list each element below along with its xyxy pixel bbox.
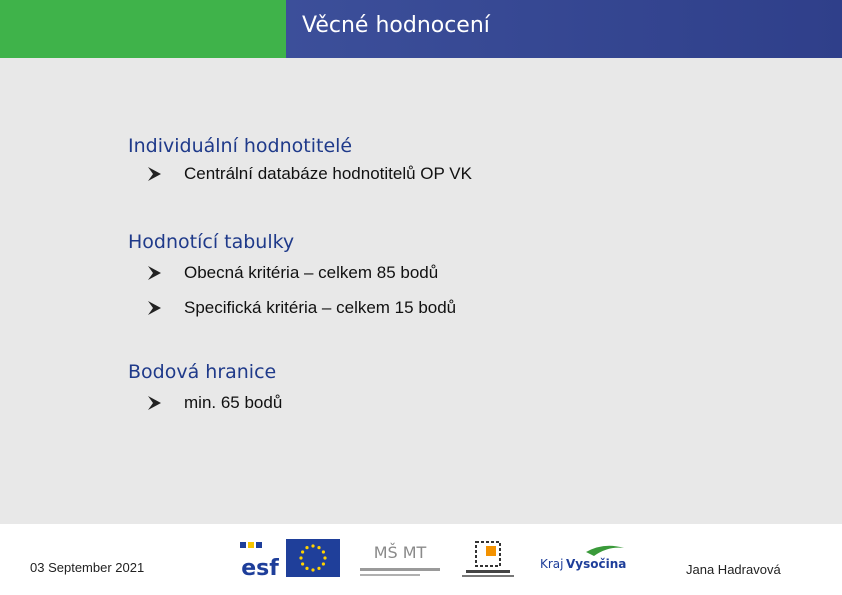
esf-logo-text: esf (241, 556, 279, 579)
slide-content (0, 58, 842, 524)
op-vk-logo-icon (460, 540, 516, 580)
esf-logo-icon (238, 539, 282, 579)
section-heading-individual: Individuální hodnotitelé (128, 135, 353, 157)
kraj-logo-prefix: Kraj (540, 557, 564, 571)
kraj-vysocina-logo-icon (538, 542, 628, 578)
slide-title: Věcné hodnocení (302, 13, 490, 38)
bullet-text: Centrální databáze hodnotitelů OP VK (184, 164, 472, 183)
section-heading-tables: Hodnotící tabulky (128, 231, 295, 253)
footer-date: 03 September 2021 (30, 560, 145, 575)
eu-flag-icon (286, 539, 340, 577)
slide-header (0, 0, 842, 58)
arrowhead-bullet-icon (146, 166, 162, 182)
kraj-logo-name: Vysočina (566, 557, 627, 571)
bullet-text: min. 65 bodů (184, 393, 283, 412)
msmt-logo-icon (358, 538, 442, 580)
slide-footer (0, 524, 842, 595)
footer-author: Jana Hadravová (686, 562, 781, 577)
bullet-text: Obecná kritéria – celkem 85 bodů (184, 263, 439, 282)
bullet-text: Specifická kritéria – celkem 15 bodů (184, 298, 457, 317)
msmt-logo-text: MŠ MT (373, 543, 427, 562)
arrowhead-bullet-icon (146, 395, 162, 411)
arrowhead-bullet-icon (146, 300, 162, 316)
arrowhead-bullet-icon (146, 265, 162, 281)
section-heading-threshold: Bodová hranice (128, 361, 277, 383)
header-green-bar (0, 0, 286, 58)
